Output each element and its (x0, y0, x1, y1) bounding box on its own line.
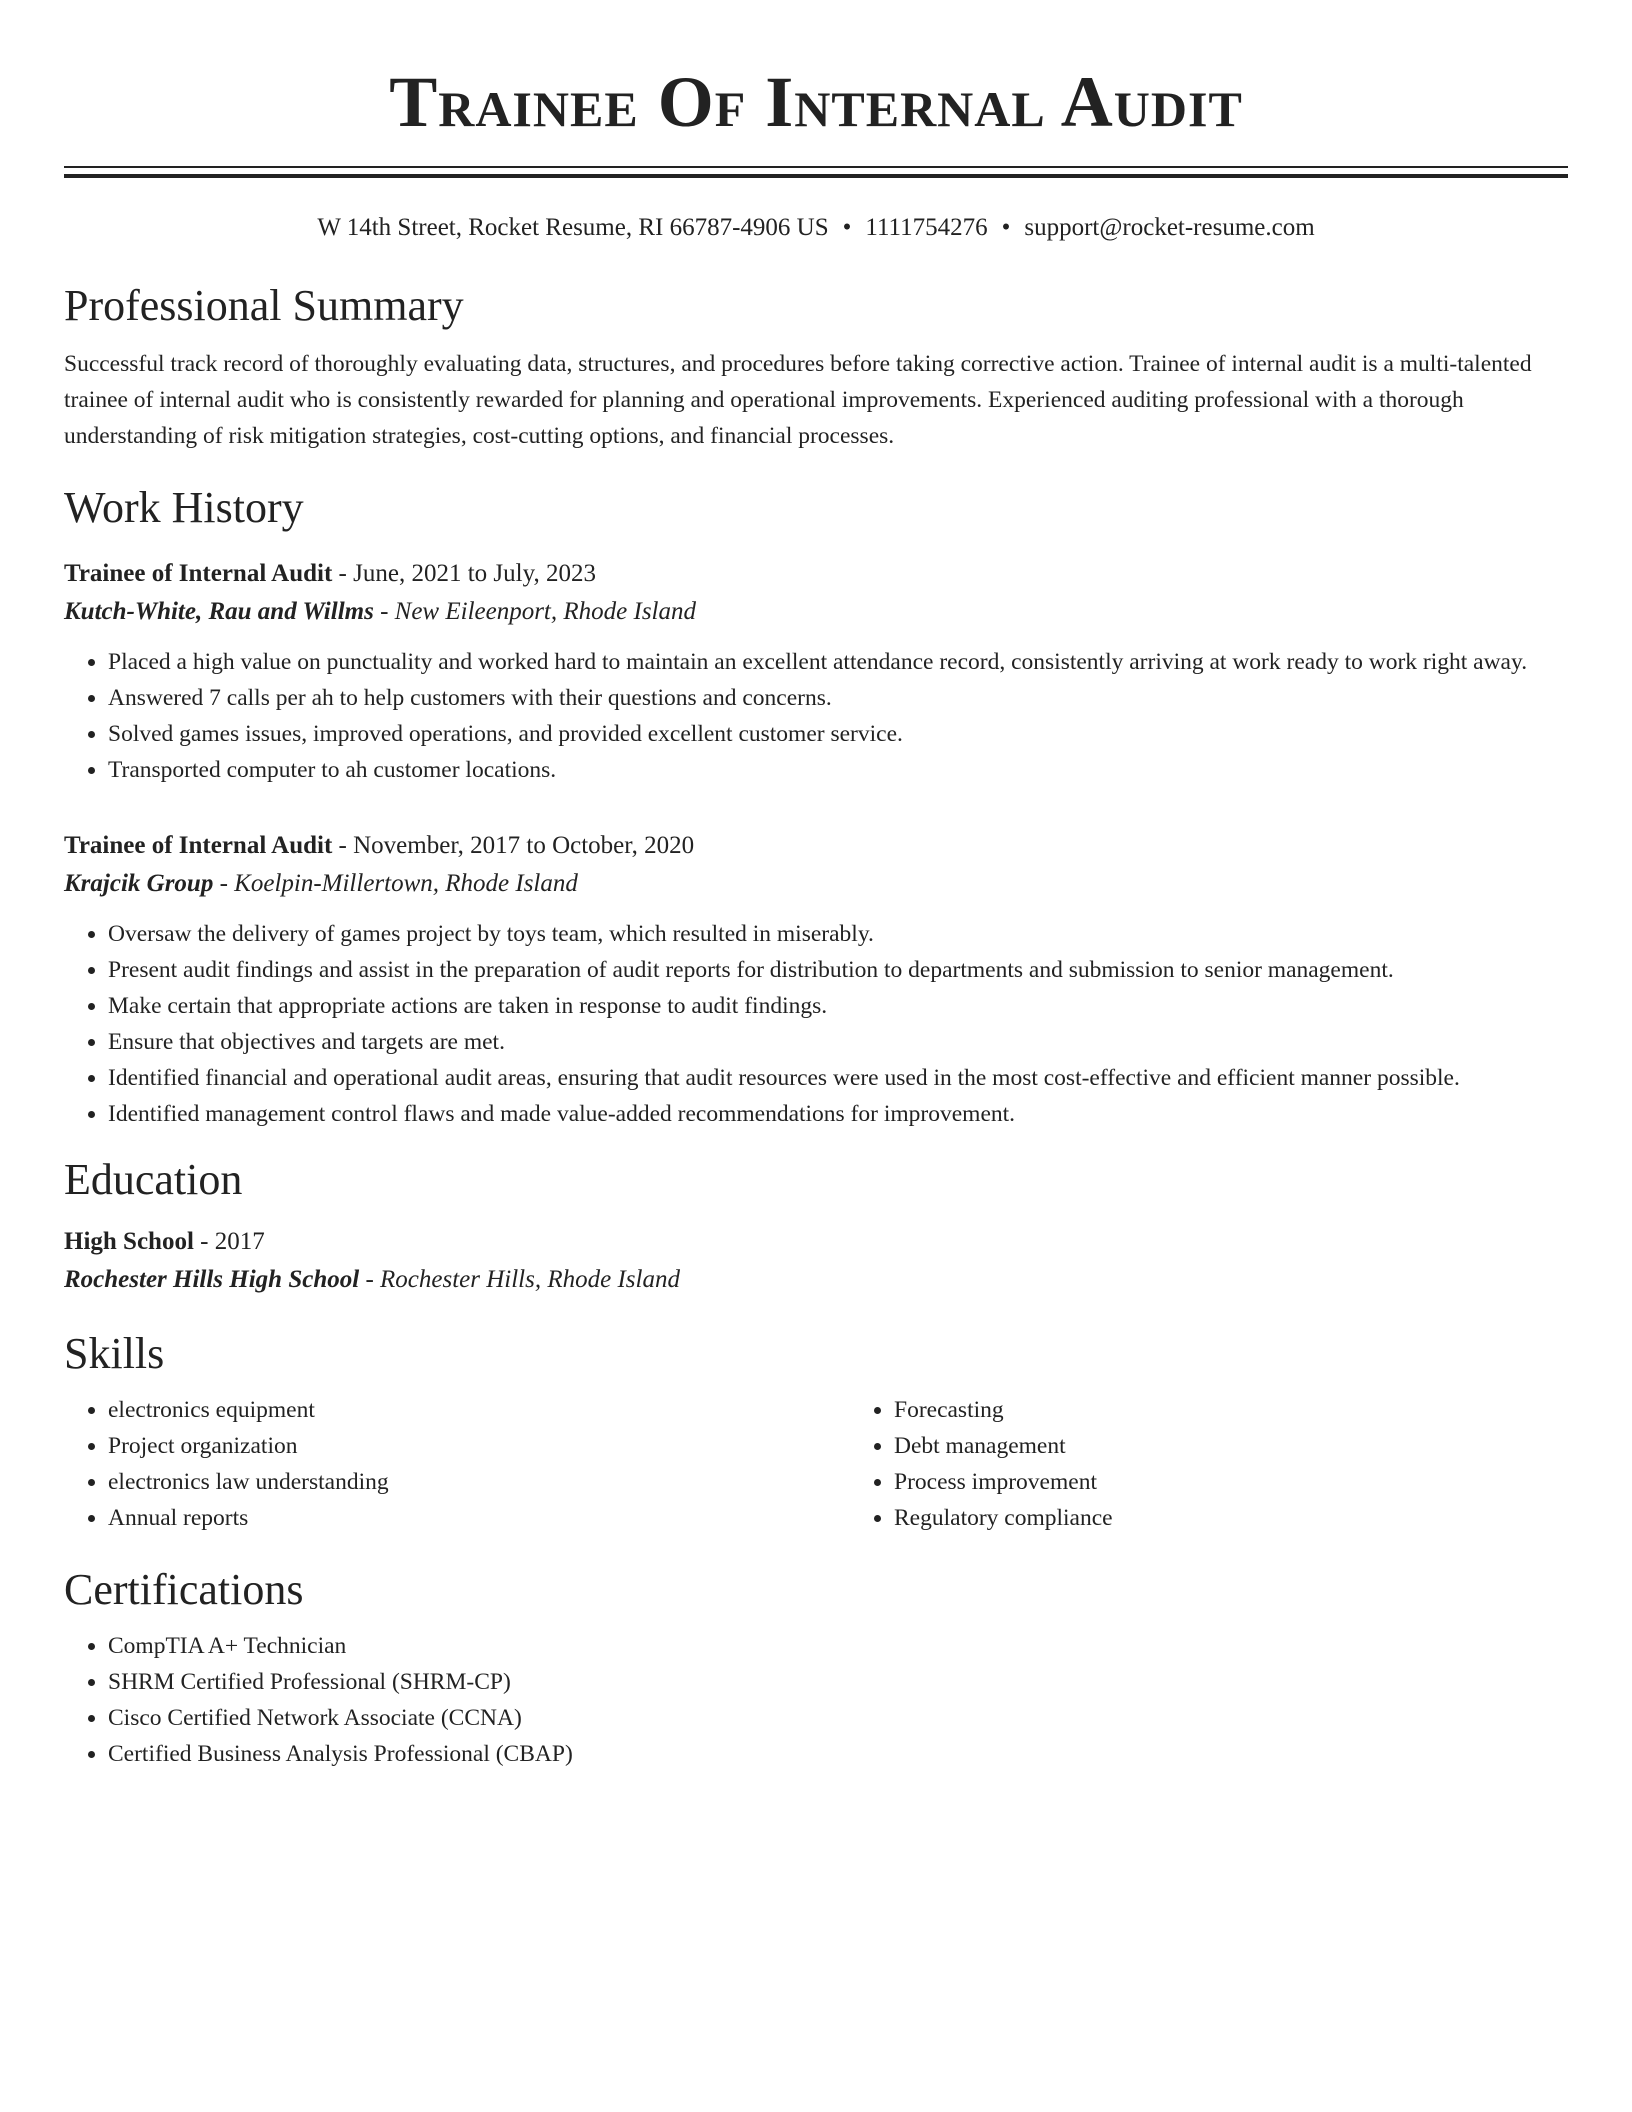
contact-email: support@rocket-resume.com (1024, 214, 1315, 241)
work-history-heading: Work History (64, 483, 304, 532)
job-company: Krajcik Group (64, 870, 214, 897)
job-company: Kutch-White, Rau and Willms (64, 598, 374, 625)
list-item: • Solved games issues, improved operations, and provided excellent customer service. (108, 716, 1568, 752)
summary-heading: Professional Summary (64, 281, 464, 330)
education-school-line (64, 1260, 1568, 1300)
contact-separator: • (1001, 214, 1011, 241)
summary-section (64, 280, 1568, 454)
list-item: • Regulatory compliance (894, 1500, 1568, 1536)
job-entry (64, 828, 1568, 1132)
skills-list-right (850, 1392, 1568, 1536)
job-title: Trainee of Internal Audit (64, 832, 333, 859)
job-title-line (64, 828, 1568, 864)
job-dates: - June, 2021 to July, 2023 (332, 560, 596, 587)
list-item: • Identified management control flaws and made value-added recommendations for improvement. (108, 1096, 1568, 1132)
list-item: • SHRM Certified Professional (SHRM-CP) (108, 1664, 1568, 1700)
list-item: • Annual reports (108, 1500, 850, 1536)
contact-line (64, 212, 1568, 244)
education-year: - 2017 (193, 1228, 265, 1255)
list-item: • Answered 7 calls per ah to help customers with their questions and concerns. (108, 680, 1568, 716)
list-item: • Cisco Certified Network Associate (CCNA) (108, 1700, 1568, 1736)
list-item: • Placed a high value on punctuality and worked hard to maintain an excellent attendance record, consistently arriving at work ready to work right away. (108, 644, 1568, 680)
job-dates: - November, 2017 to October, 2020 (332, 832, 695, 859)
certifications-list (64, 1628, 1568, 1772)
title-divider (64, 166, 1568, 178)
job-bullets (64, 916, 1568, 1132)
skills-list-left (64, 1392, 850, 1536)
list-item: • Certified Business Analysis Professional (CBAP) (108, 1736, 1568, 1772)
job-location: - New Eileenport, Rhode Island (373, 598, 696, 625)
education-degree-line (64, 1224, 1568, 1260)
list-item: • Process improvement (894, 1464, 1568, 1500)
education-location: - Rochester Hills, Rhode Island (359, 1266, 680, 1293)
job-location: - Koelpin-Millertown, Rhode Island (213, 870, 578, 897)
list-item: • electronics law understanding (108, 1464, 850, 1500)
job-company-line (64, 592, 1568, 632)
list-item: • CompTIA A+ Technician (108, 1628, 1568, 1664)
list-item: • Ensure that objectives and targets are met. (108, 1024, 1568, 1060)
work-history-section (64, 482, 1568, 1132)
list-item: • Project organization (108, 1428, 850, 1464)
list-item: • Make certain that appropriate actions are taken in response to audit findings. (108, 988, 1568, 1024)
skills-grid (64, 1392, 1568, 1536)
certifications-heading: Certifications (64, 1565, 304, 1614)
education-section (64, 1154, 1568, 1300)
skills-section (64, 1328, 1568, 1536)
job-title: Trainee of Internal Audit (64, 560, 333, 587)
education-degree: High School (64, 1228, 194, 1255)
list-item: • Present audit findings and assist in the preparation of audit reports for distribution to departments and submission to senior management. (108, 952, 1568, 988)
certifications-section (64, 1564, 1568, 1772)
list-item: • Identified financial and operational audit areas, ensuring that audit resources were used in the most cost-effective and efficient manner possible. (108, 1060, 1568, 1096)
list-item: • electronics equipment (108, 1392, 850, 1428)
list-item: • Forecasting (894, 1392, 1568, 1428)
job-entry (64, 556, 1568, 788)
list-item: • Transported computer to ah customer locations. (108, 752, 1568, 788)
education-heading: Education (64, 1155, 243, 1204)
contact-address: W 14th Street, Rocket Resume, RI 66787-4906 US (317, 214, 829, 241)
education-school: Rochester Hills High School (64, 1266, 360, 1293)
list-item: • Oversaw the delivery of games project by toys team, which resulted in miserably. (108, 916, 1568, 952)
contact-separator: • (842, 214, 852, 241)
contact-phone: 1111754276 (865, 214, 988, 241)
resume-title: Trainee Of Internal Audit (389, 62, 1243, 142)
job-title-line (64, 556, 1568, 592)
skills-heading: Skills (64, 1329, 165, 1378)
education-entry (64, 1224, 1568, 1300)
job-company-line (64, 864, 1568, 904)
list-item: • Debt management (894, 1428, 1568, 1464)
job-bullets (64, 644, 1568, 788)
summary-text: Successful track record of thoroughly evaluating data, structures, and procedures before taking corrective action. Trainee of internal audit is a multi-talented trainee of internal audit who is consistently rewarded for planning and operational improvements. Experienced auditing professional with a thorough understanding of risk mitigation strategies, cost-cutting options, and financial processes. (64, 351, 1532, 449)
